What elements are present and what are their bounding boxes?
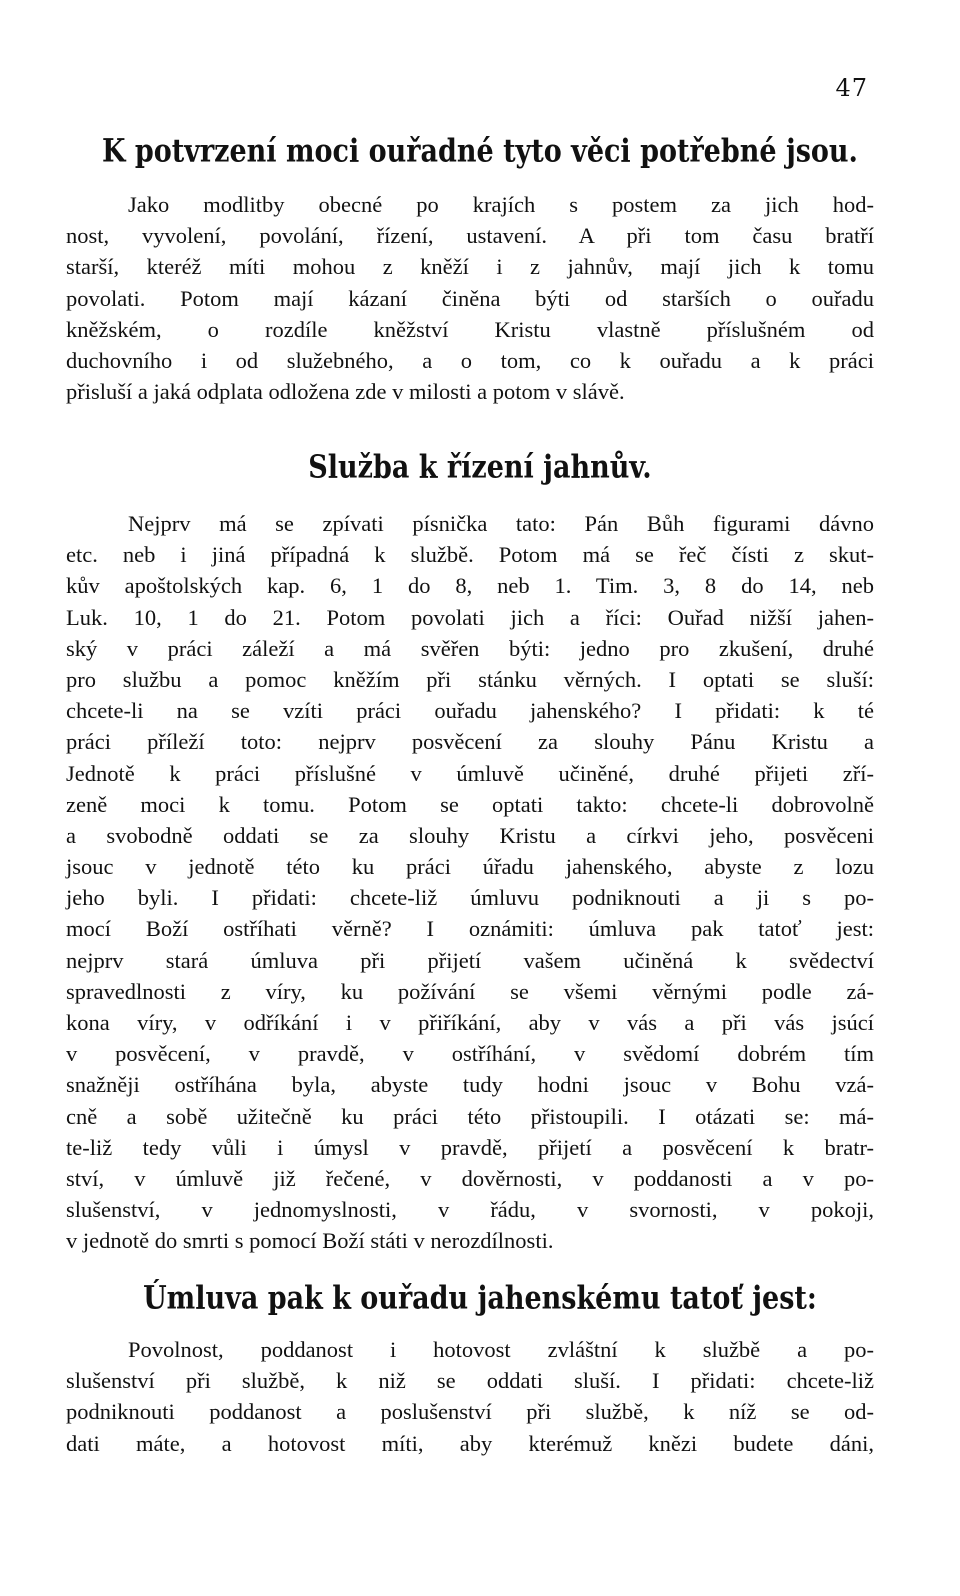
text-line: nejprv stará úmluva při přijetí vašem učiněná k svědectví	[66, 947, 874, 973]
text-line: cně a sobě užitečně ku práci této přistoupili. I otázati se: má-	[66, 1103, 874, 1129]
text-line: Jednotě k práci příslušné v úmluvě učiněné, druhé přijeti zří-	[66, 760, 874, 786]
text-line: slušenství, v jednomyslnosti, v řádu, v svornosti, v pokoji,	[66, 1197, 874, 1223]
paragraph-confirmation	[66, 189, 874, 407]
text-line: kův apoštolských kap. 6, 1 do 8, neb 1. Tim. 3, 8 do 14, neb	[66, 573, 874, 599]
text-line: ský v práci záleží a má svěřen býti: jedno pro zkušení, druhé	[66, 635, 874, 661]
section-heading-covenant: Úmluva pak k ouřadu jahenskému tatoť jest:	[143, 1280, 817, 1317]
text-line: ství, v úmluvě již řečené, v dověrnosti, v poddanosti a v po-	[66, 1165, 874, 1191]
text-line: jeho byli. I přidati: chcete-liž úmluvu podniknouti a ji s po-	[66, 885, 874, 911]
paragraph-covenant	[66, 1334, 874, 1459]
text-line: duchovního i od služebného, a o tom, co k ouřadu a k práci	[66, 347, 874, 373]
text-line: chcete-li na se vzíti práci ouřadu jahenského? I přidati: k té	[66, 698, 874, 724]
page-number: 47	[835, 74, 868, 102]
text-line: zeně moci k tomu. Potom se optati takto: chcete-li dobrovolně	[66, 791, 874, 817]
section-heading-confirmation: K potvrzení moci ouřadné tyto věci potřebné jsou.	[102, 133, 858, 170]
text-line: přisluší a jaká odplata odložena zde v milosti a potom v slávě.	[66, 379, 625, 405]
text-line: Jako modlitby obecné po krajích s postem za jich hod-	[128, 192, 874, 217]
text-line: dati máte, a hotovost míti, aby kterémuž knězi budete dáni,	[66, 1430, 874, 1456]
text-line: mocí Boží ostříhati věrně? I oznámiti: úmluva pak tatoť jest:	[66, 916, 874, 942]
text-line: Nejprv má se zpívati písnička tato: Pán Bůh figurami dávno	[128, 511, 874, 536]
text-line: nost, vyvolení, povolání, řízení, ustavení. A při tom času bratří	[66, 223, 874, 249]
text-line: pro službu a pomoc kněžím při stánku věrných. I optati se sluší:	[66, 666, 874, 692]
text-line: Luk. 10, 1 do 21. Potom povolati jich a říci: Ouřad nižší jahen-	[66, 604, 874, 630]
text-line: Povolnost, poddanost i hotovost zvláštní k službě a po-	[128, 1337, 874, 1362]
text-line: a svobodně oddati se za slouhy Kristu a církvi jeho, posvěceni	[66, 822, 874, 848]
text-line: kona víry, v odříkání i v přiříkání, aby v vás a při vás jsúcí	[66, 1010, 874, 1035]
text-line: snažněji ostříhána byla, abyste tudy hodni jsouc v Bohu vzá-	[66, 1072, 874, 1098]
text-line: povolati. Potom mají kázaní činěna býti od starších o ouřadu	[66, 285, 874, 311]
text-line: podniknouti poddanost a poslušenství při službě, k níž se od-	[66, 1399, 874, 1425]
paragraph-service	[66, 508, 874, 1257]
text-line: v posvěcení, v pravdě, v ostříhání, v svědomí dobrém tím	[66, 1041, 874, 1067]
text-line: slušenství při službě, k niž se oddati sluší. I přidati: chcete-liž	[66, 1368, 874, 1394]
text-line: spravedlnosti z víry, ku požívání se všemi věrnými podle zá-	[66, 978, 874, 1004]
text-line: te-liž tedy vůli i úmysl v pravdě, přijetí a posvěcení k bratr-	[66, 1134, 874, 1160]
text-line: v jednotě do smrti s pomocí Boží státi v nerozdílnosti.	[66, 1228, 554, 1254]
text-line: jsouc v jednotě této ku práci úřadu jahenského, abyste z lozu	[66, 854, 874, 880]
text-line: starší, kteréž míti mohou z kněží i z jahnův, mají jich k tomu	[66, 254, 874, 280]
text-line: kněžském, o rozdíle kněžství Kristu vlastně příslušném od	[66, 316, 874, 342]
section-heading-service: Služba k řízení jahnův.	[308, 449, 652, 486]
text-line: práci příleží toto: nejprv posvěcení za slouhy Pánu Kristu a	[66, 729, 874, 755]
text-line: etc. neb i jiná případná k službě. Potom má se řeč čísti z skut-	[66, 542, 874, 568]
